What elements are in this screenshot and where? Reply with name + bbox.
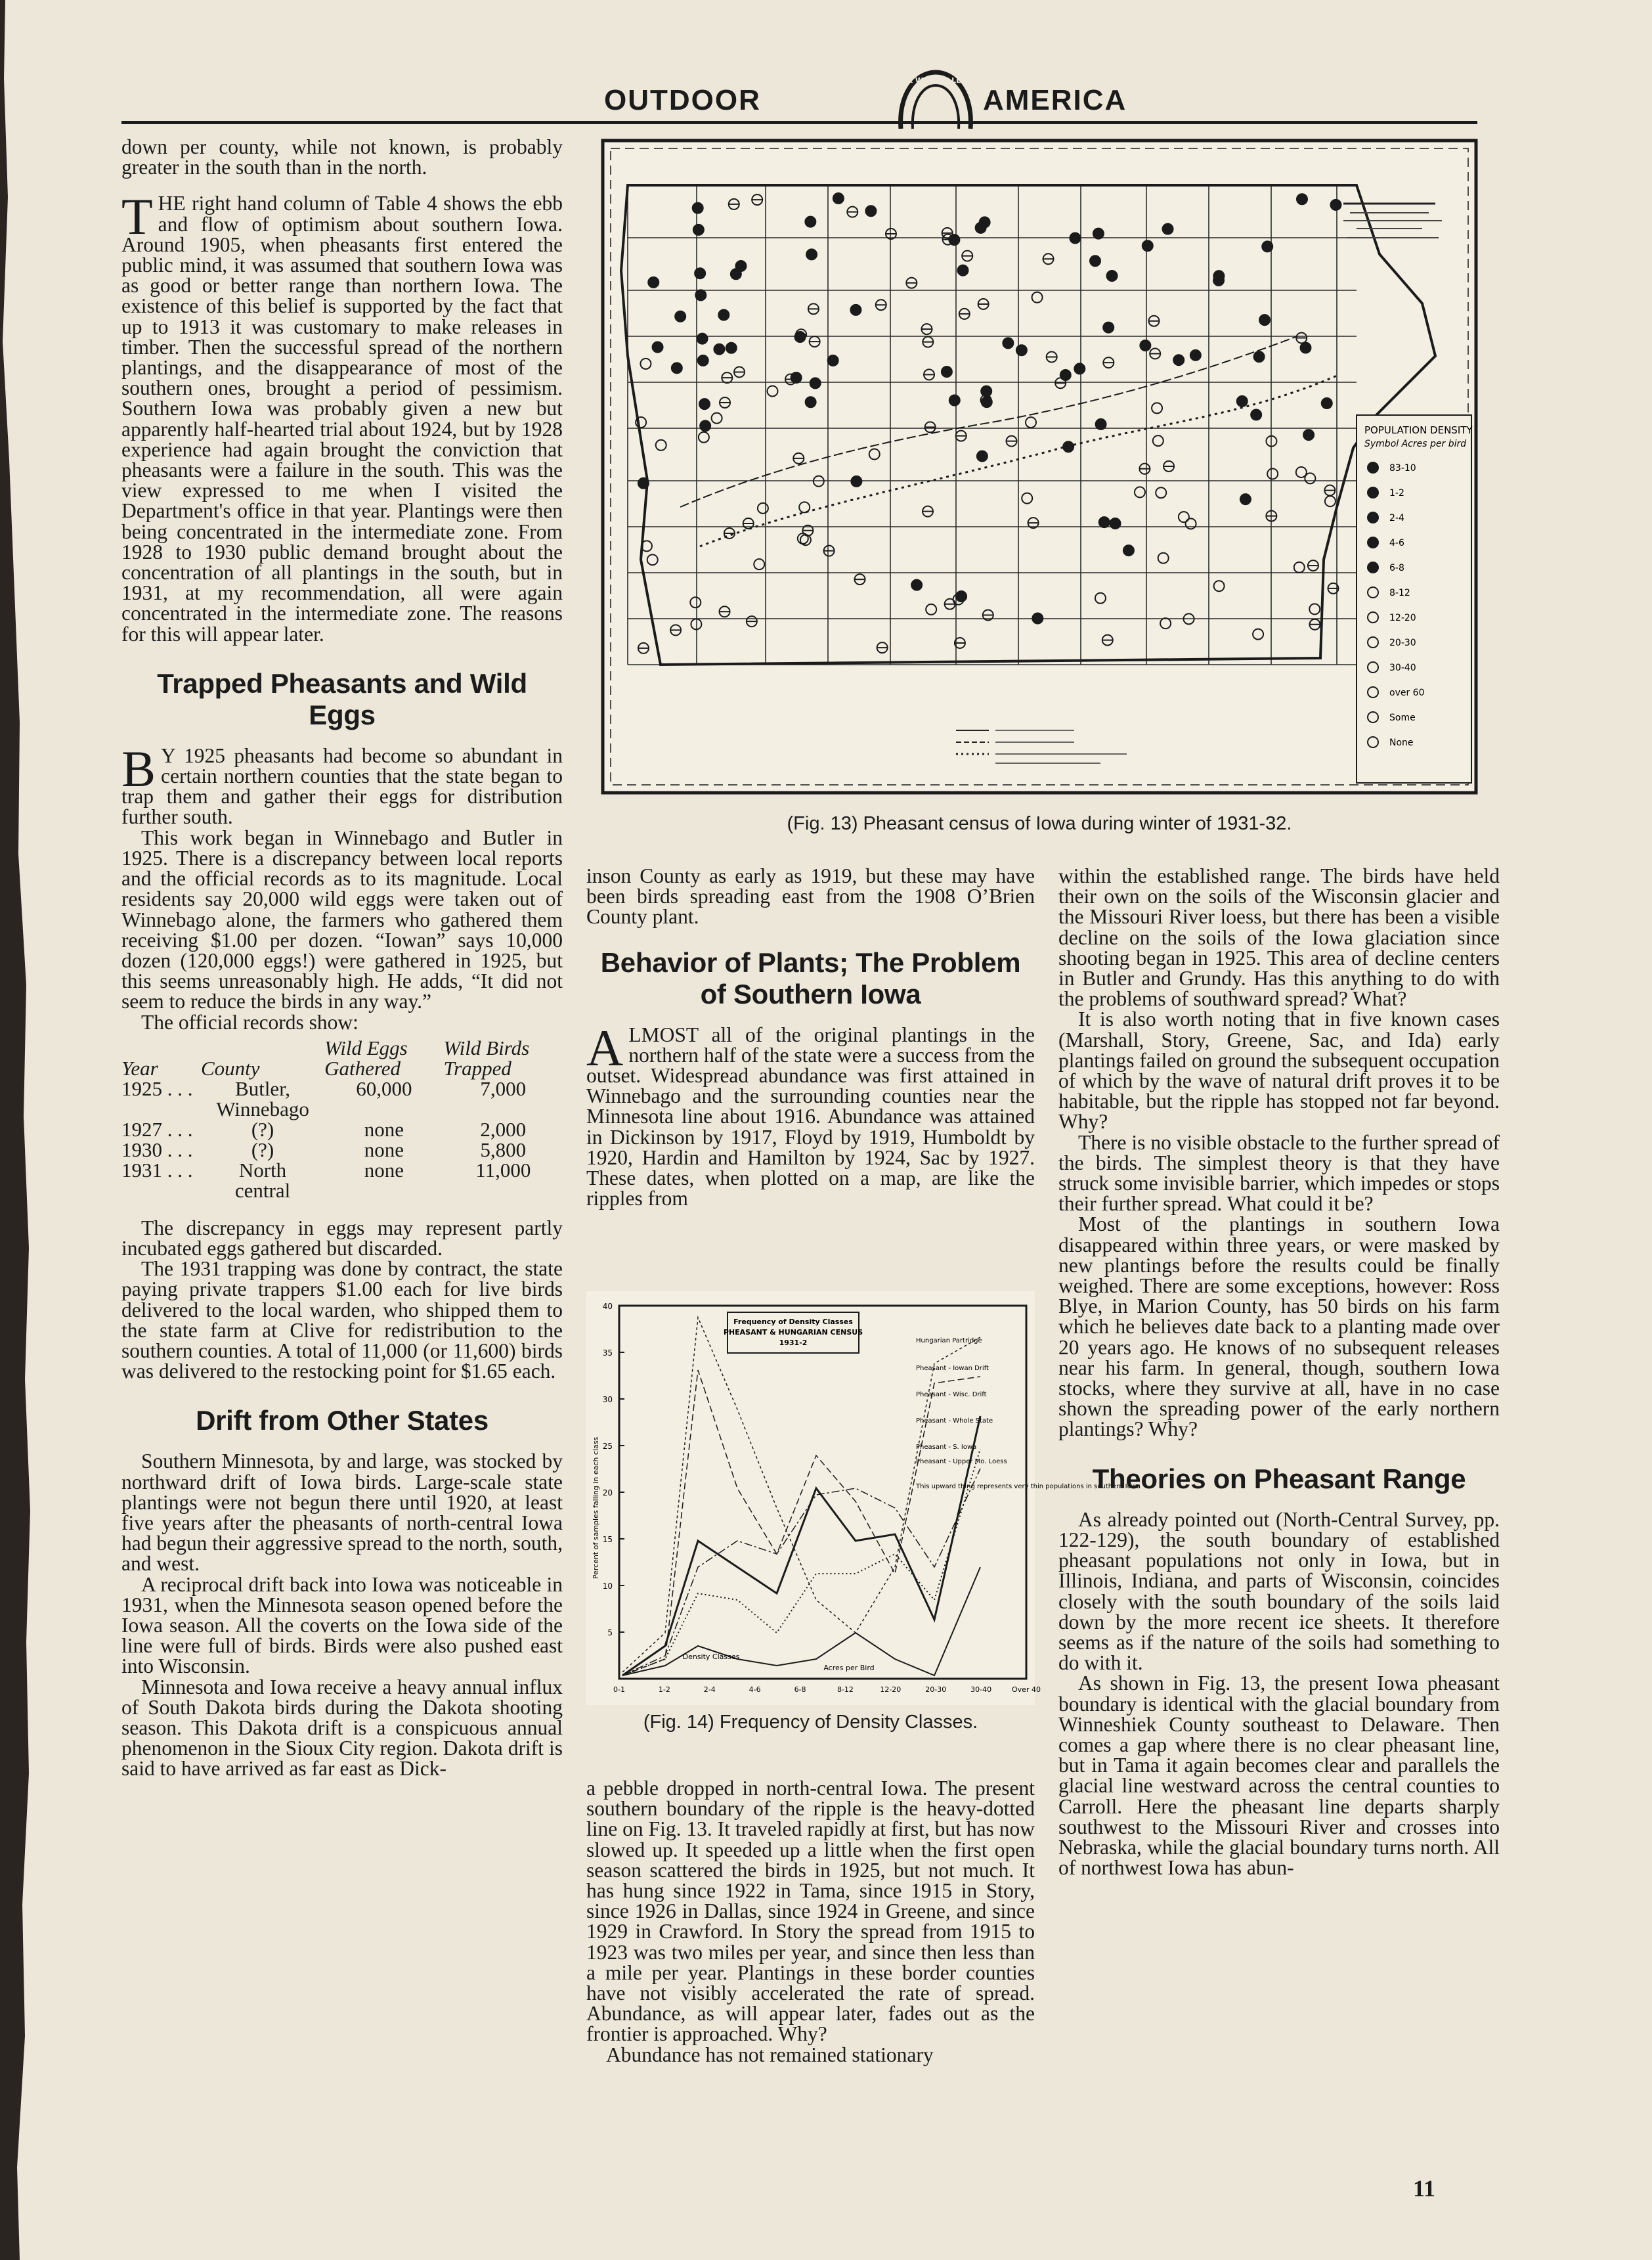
paragraph-stationary: Abundance has not remained stationary: [606, 2043, 934, 2066]
paragraph-minnesota: Southern Minnesota, by and large, was stocked by northward drift of Iowa birds. Large-scale state plantings were not begun there until 1920, at least five years after the pheasants of north-central Iowa had begun their aggressive spread to the north, south, and west.: [121, 1450, 563, 1576]
legend-subtitle: Symbol Acres per bird: [1364, 439, 1467, 449]
density-symbol: [1103, 322, 1114, 333]
density-symbol: [981, 386, 991, 397]
legend-label: 4-6: [1389, 538, 1404, 548]
heading-drift: Drift from Other States: [196, 1405, 489, 1436]
density-symbol: [1032, 613, 1043, 624]
drop-cap: B: [121, 740, 156, 797]
y-tick-label: 5: [607, 1628, 613, 1637]
table-cell-year: [121, 1180, 201, 1201]
density-symbol: [1262, 241, 1272, 252]
paragraph-five-cases: It is also worth noting that in five known cases (Marshall, Story, Greene, Sac, and Ida) early plantings failed on ground the subsequent occupation of which by the wave of natural drift proves it to be habitable, but the ripple has stopped not far beyond. Why?: [1058, 1008, 1500, 1134]
density-symbol: [1093, 229, 1104, 239]
density-symbol: [865, 206, 876, 216]
table-header-birds: Wild Birds: [443, 1036, 530, 1059]
y-tick-label: 40: [602, 1302, 613, 1311]
masthead-title-right: AMERICA: [983, 84, 1127, 116]
density-symbol: [1096, 419, 1106, 430]
x-tick-label: 1-2: [658, 1685, 670, 1694]
paragraph-plantings: ALMOST all of the original plantings in the northern half of the state were a success from the outset. Widespread abundance was first attained in Winnebago and the surrounding counties near the Minnesota line about 1916. Abundance was attained in Dickinson by 1917, Floyd by 1919, Humboldt by 1920, Hardin and Hamilton by 1924, Sac by 1927. These dates, when plotted on a map, are like the ripples from: [586, 1019, 1035, 1210]
chart-title-line: PHEASANT & HUNGARIAN CENSUS: [723, 1328, 863, 1337]
page-number: 11: [1413, 2175, 1436, 2202]
density-symbol: [1322, 398, 1332, 409]
series-label: Pheasant - Upper Mo. Loess: [916, 1458, 1007, 1465]
table-cell-year: 1931 . . .: [121, 1158, 193, 1182]
table-header-eggs-2: Gathered: [324, 1056, 401, 1080]
paragraph-dickinson: inson County as early as 1919, but these may have been birds spreading east from the 1908 O’Brien County plant.: [586, 864, 1035, 929]
series-label: Pheasant - Wisc. Drift: [916, 1391, 987, 1398]
y-tick-label: 10: [602, 1582, 613, 1591]
x-tick-label: Over 40: [1012, 1685, 1041, 1694]
chart-title-line: 1931-2: [779, 1339, 808, 1347]
density-symbol: [695, 268, 705, 278]
paragraph-optimism: THE right hand column of Table 4 shows the ebb and flow of optimism about southern Iowa. Around 1905, when pheasants first entered the public mind, it was assumed that southern Iowa was as good or better range than northern Iowa. The existence of this belief is supported by the fact that up to 1913 it was customary to make releases in timber. Then the successful spread of the northern plantings, and the disappearance of most of the southern ones, brought a period of pessimism. Southern Iowa was probably given a new but apparently half-hearted trial about 1924, but by 1928 experience had again brought the conviction that pheasants were a failure in the south. This was the view expressed to me when I visited the Department's office in that year. Plantings were then being concentrated in the intermediate zone. From 1928 to 1930 public demand brought about the concentration of all plantings in the south, but in 1931, at my recommendation, all were again concentrated in the intermediate zone. The reasons for this will appear later.: [121, 188, 563, 646]
density-symbol: [949, 395, 960, 406]
density-symbol: [695, 290, 706, 300]
table-cell-year: [121, 1099, 201, 1119]
table-header-eggs: Wild Eggs: [324, 1036, 408, 1059]
density-symbol: [672, 363, 682, 373]
paragraph-intro: down per county, while not known, is probably greater in the south than in the north.: [121, 135, 563, 179]
y-tick-label: 25: [602, 1442, 613, 1451]
legend-label: None: [1389, 738, 1414, 748]
legend-label: over 60: [1389, 688, 1425, 698]
series-label: This upward thing represents very thin populations in southern Iowa: [916, 1483, 1141, 1490]
table-cell-birds: 2,000: [480, 1117, 527, 1141]
density-symbol: [714, 344, 724, 355]
density-symbol: [698, 355, 708, 366]
density-symbol: [942, 366, 952, 377]
table-cell-county: (?): [251, 1138, 274, 1161]
table-row: [121, 1180, 563, 1201]
legend-symbol: [1368, 487, 1378, 498]
chart-title-line: Frequency of Density Classes: [733, 1318, 853, 1326]
legend-label: 2-4: [1389, 513, 1404, 523]
paragraph-trapping: B Y 1925 pheasants had become so abundant in certain northern counties that the state began to trap them and gather their eggs for distribution further south.: [121, 740, 563, 829]
heading-trapped-pheasants: Trapped Pheasants and Wild Eggs: [157, 667, 527, 730]
paragraph-discrepancy: The discrepancy in eggs may represent partly incubated eggs gathered but discarded.: [121, 1216, 563, 1260]
density-symbol: [911, 580, 922, 590]
density-symbol: [806, 249, 817, 259]
paragraph-decline: within the established range. The birds have held their own on the soils of the Wisconsin glacier and the Missouri River loess, but there has been a visible decline on the soils of the Iowa glaciation since shooting began in 1925. This area of decline centers in Butler and Grundy. Has this anything to do with the problems of southward spread? What?: [1058, 864, 1500, 1011]
series-label: Pheasant - Iowan Drift: [916, 1365, 989, 1372]
legend-label: 12-20: [1389, 613, 1416, 623]
legend-label: 1-2: [1389, 488, 1404, 499]
iowa-pheasant-census-map: [601, 139, 1477, 794]
density-symbol: [1110, 518, 1120, 529]
density-symbol: [1016, 345, 1027, 355]
x-tick-label: 8-12: [837, 1685, 854, 1694]
table-body: [121, 1078, 563, 1201]
figure-13-caption: (Fig. 13) Pheasant census of Iowa during winter of 1931-32.: [787, 813, 1292, 834]
density-frequency-chart: [586, 1291, 1141, 1705]
density-symbol: [1300, 342, 1311, 353]
legend-label: 20-30: [1389, 638, 1416, 648]
density-symbol: [791, 372, 802, 383]
density-symbol: [1074, 363, 1085, 374]
legend-label: 6-8: [1389, 563, 1404, 573]
column-1: [121, 137, 563, 1779]
table-cell-birds: 7,000: [480, 1076, 527, 1100]
x-tick-label: 12-20: [880, 1685, 902, 1694]
y-axis-label: Percent of samples falling in each class: [592, 1436, 600, 1580]
table-header-county: County: [200, 1056, 260, 1080]
legend-symbol: [1368, 512, 1378, 523]
density-symbol: [675, 311, 685, 322]
paragraph-contract: The 1931 trapping was done by contract, the state paying private trappers $1.00 each for live birds delivered to the local warden, who shipped them to the state farm at Clive for redistribution to the southern counties. A total of 11,000 (or 11,600) birds was delivered to the restocking point for $1.65 each.: [121, 1257, 563, 1383]
density-symbol: [700, 420, 710, 431]
density-symbol: [956, 591, 967, 602]
density-symbol: [1063, 441, 1074, 452]
drop-cap: T: [121, 188, 153, 246]
records-table: [121, 1038, 563, 1201]
density-symbol: [958, 265, 968, 276]
table-row: [121, 1160, 563, 1180]
table-row: [121, 1140, 563, 1160]
table-cell-eggs: [324, 1180, 443, 1201]
heading-behavior: Behavior of Plants; The Problem of Southern Iowa: [600, 946, 1021, 1009]
legend-label: 83-10: [1389, 463, 1416, 474]
paragraph-dakota: Minnesota and Iowa receive a heavy annual influx of South Dakota birds during the Dakota shooting season. This Dakota drift is a conspicuous annual phenomenon in the Sioux City region. Dakota drift is said to have arrived as far east as Dick-: [121, 1675, 563, 1781]
density-symbol: [1259, 315, 1270, 325]
table-cell-year: 1925 . . .: [121, 1076, 193, 1100]
table-row: [121, 1078, 563, 1099]
density-symbol: [648, 277, 659, 288]
x-tick-label: 4-6: [749, 1685, 761, 1694]
density-symbol: [693, 225, 704, 235]
density-symbol: [1140, 340, 1150, 351]
density-symbol: [693, 203, 703, 213]
column-2-bottom: [586, 1778, 1035, 2065]
table-cell-county: Butler,: [235, 1076, 291, 1100]
density-symbol: [1107, 271, 1118, 281]
inner-axis-label: Density Classes: [682, 1652, 740, 1661]
density-symbol: [828, 355, 838, 366]
x-axis-label: Acres per Bird: [823, 1664, 875, 1672]
table-cell-county: Winnebago: [216, 1097, 309, 1120]
y-tick-label: 35: [602, 1348, 613, 1358]
density-symbol: [653, 342, 663, 353]
paragraph-obstacle: There is no visible obstacle to the further spread of the birds. The simplest theory is that they have struck some invisible barrier, which impedes or stops their further spread. What could it be?: [1058, 1130, 1500, 1216]
x-tick-label: 2-4: [703, 1685, 716, 1694]
column-3: [1058, 866, 1500, 1878]
table-cell-eggs: 60,000: [356, 1076, 412, 1100]
density-symbol: [982, 397, 992, 407]
density-symbol: [833, 193, 844, 204]
paragraph-reciprocal: A reciprocal drift back into Iowa was noticeable in 1931, when the Minnesota season opened before the Iowa season. All the coverts on the Iowa side of the line were full of birds. Birds were also pushed east into Wisconsin.: [121, 1572, 563, 1678]
density-symbol: [1213, 275, 1224, 286]
table-cell-eggs: none: [364, 1117, 404, 1141]
density-symbol: [1173, 355, 1184, 365]
table-cell-county: (?): [251, 1117, 274, 1141]
masthead-title-left: OUTDOOR: [604, 84, 761, 116]
paragraph-records-intro: The official records show:: [141, 1010, 359, 1034]
density-symbol: [1237, 396, 1248, 407]
table-cell-birds: [444, 1180, 563, 1201]
density-symbol: [1163, 224, 1173, 234]
density-symbol: [1090, 255, 1100, 266]
density-symbol: [977, 451, 988, 462]
density-symbol: [697, 334, 708, 344]
density-symbol: [850, 305, 861, 315]
density-symbol: [1251, 409, 1261, 420]
density-symbol: [810, 378, 821, 388]
table-cell-eggs: [324, 1099, 443, 1119]
legend-symbol: [1368, 462, 1378, 473]
legend-title: POPULATION DENSITY: [1364, 424, 1473, 436]
density-symbol: [638, 478, 649, 489]
x-tick-label: 30-40: [970, 1685, 992, 1694]
table-header-birds-2: Trapped: [443, 1056, 511, 1080]
density-symbol: [806, 397, 816, 407]
table-cell-county: North: [238, 1158, 287, 1182]
legend-label: 30-40: [1389, 663, 1416, 673]
series-label: Hungarian Partridge: [916, 1337, 982, 1344]
legend-symbol: [1368, 537, 1378, 548]
x-tick-label: 0-1: [613, 1685, 625, 1694]
x-tick-label: 20-30: [925, 1685, 947, 1694]
legend-label: 8-12: [1389, 588, 1410, 598]
density-symbol: [726, 343, 737, 353]
figure-14-caption: (Fig. 14) Frequency of Density Classes.: [643, 1712, 978, 1733]
table-row: [121, 1119, 563, 1140]
series-label: Pheasant - Whole State: [916, 1417, 993, 1425]
y-tick-label: 30: [602, 1395, 613, 1404]
paragraph-soils: As already pointed out (North-Central Survey, pp. 122-129), the south boundary of established pheasant populations not only in Iowa, but in Illinois, Indiana, and parts of Wisconsin, coincides closely with the south boundary of the soils laid down by the more recent ice sheets. It therefore seems as if the nature of the soils had something to do with it.: [1058, 1507, 1500, 1675]
legend-label: Some: [1389, 713, 1416, 723]
paragraph-winnebago: This work began in Winnebago and Butler in 1925. There is a discrepancy between local reports and the official records as to its magnitude. Local residents say 20,000 wild eggs were taken out of Winnebago alone, the farmers who gathered them receiving $1.00 per dozen. “Iowan” says 10,000 dozen (120,000 eggs!) were gathered in 1925, but this seems unreasonably high. He adds, “It did not seem to reduce the birds in any way.”: [121, 826, 563, 1013]
column-2-top: [586, 866, 1035, 1208]
table-cell-birds: 11,000: [475, 1158, 531, 1182]
table-cell-year: 1927 . . .: [121, 1117, 193, 1141]
masthead: [121, 78, 1477, 130]
table-cell-eggs: none: [364, 1138, 404, 1161]
density-symbol: [1240, 494, 1251, 504]
density-symbol: [805, 217, 815, 227]
density-symbol: [1070, 233, 1080, 243]
paragraph-southern-plantings: Most of the plantings in southern Iowa disappeared within three years, or were masked by new plantings before the results could be finally weighed. There are some exceptions, however: Ross Blye, in Marion County, has 50 birds on his farm which he believes date back to a planting made over 20 years ago. He knows of no subsequent releases near his farm. In general, though, southern Iowa stocks, where they survive at all, have in no case shown the spreading power of the early northern plantings? Why?: [1058, 1212, 1500, 1441]
map-legend: [1357, 415, 1473, 783]
density-symbol: [851, 476, 861, 487]
table-cell-year: 1930 . . .: [121, 1138, 193, 1161]
table-header-year: Year: [121, 1056, 158, 1080]
density-symbol: [1330, 200, 1341, 210]
density-symbol: [699, 399, 710, 409]
density-symbol: [1123, 545, 1134, 556]
table-cell-birds: 5,800: [480, 1138, 527, 1161]
y-tick-label: 20: [602, 1488, 613, 1497]
svg-text:IZAAK WALTON LEAGUE: IZAAK WALTON LEAGUE: [888, 76, 984, 85]
legend-symbol: [1368, 562, 1378, 573]
drop-cap: A: [586, 1019, 624, 1076]
density-symbol: [1190, 350, 1201, 361]
density-symbol: [1099, 517, 1110, 527]
density-symbol: [976, 223, 986, 233]
density-symbol: [795, 332, 806, 342]
density-symbol: [1142, 240, 1153, 251]
density-symbol: [1254, 351, 1265, 362]
table-row: [121, 1099, 563, 1119]
paragraph-ripple: a pebble dropped in north-central Iowa. The present southern boundary of the ripple is the heavy-dotted line on Fig. 13. It traveled rapidly at first, but has now slowed up. It speeded up a little when the first open season scattered the birds in 1925, but not much. It has hung since 1922 in Tama, since 1915 in Story, since 1926 in Dallas, since 1924 in Greene, and since 1929 in Crawford. In Story the spread from 1915 to 1923 was two miles per year, and since then less than a mile per year. Plantings in these border counties have not visibly accelerated the rate of spread. Abundance, as will appear later, fades out as the frontier is approached. Why?: [586, 1777, 1035, 2046]
density-symbol: [735, 261, 746, 271]
series-label: Pheasant - S. Iowa: [916, 1444, 977, 1451]
density-symbol: [1003, 338, 1013, 348]
y-tick-label: 15: [602, 1535, 613, 1544]
density-symbol: [1060, 370, 1071, 380]
paragraph-boundary: As shown in Fig. 13, the present Iowa pheasant boundary is identical with the glacial boundary from Winneshiek County southeast to Delaware. Then comes a gap where there is no clear pheasant line, but in Tama it again becomes clear and parallels the glacial line westward across the central counties to Carroll. Here the pheasant line departs sharply southwest to the Missouri River and crosses into Nebraska, while the glacial boundary turns north. All of northwest Iowa has abun-: [1058, 1672, 1500, 1880]
density-symbol: [1303, 430, 1314, 440]
density-symbol: [1297, 194, 1307, 204]
masthead-rule: [121, 121, 1477, 124]
table-cell-county: central: [234, 1178, 291, 1202]
table-cell-birds: [444, 1099, 563, 1119]
table-cell-eggs: none: [364, 1158, 404, 1182]
torn-page-edge: [0, 0, 30, 2260]
density-symbol: [718, 309, 729, 320]
x-tick-label: 6-8: [794, 1685, 806, 1694]
heading-theories: Theories on Pheasant Range: [1092, 1463, 1466, 1494]
